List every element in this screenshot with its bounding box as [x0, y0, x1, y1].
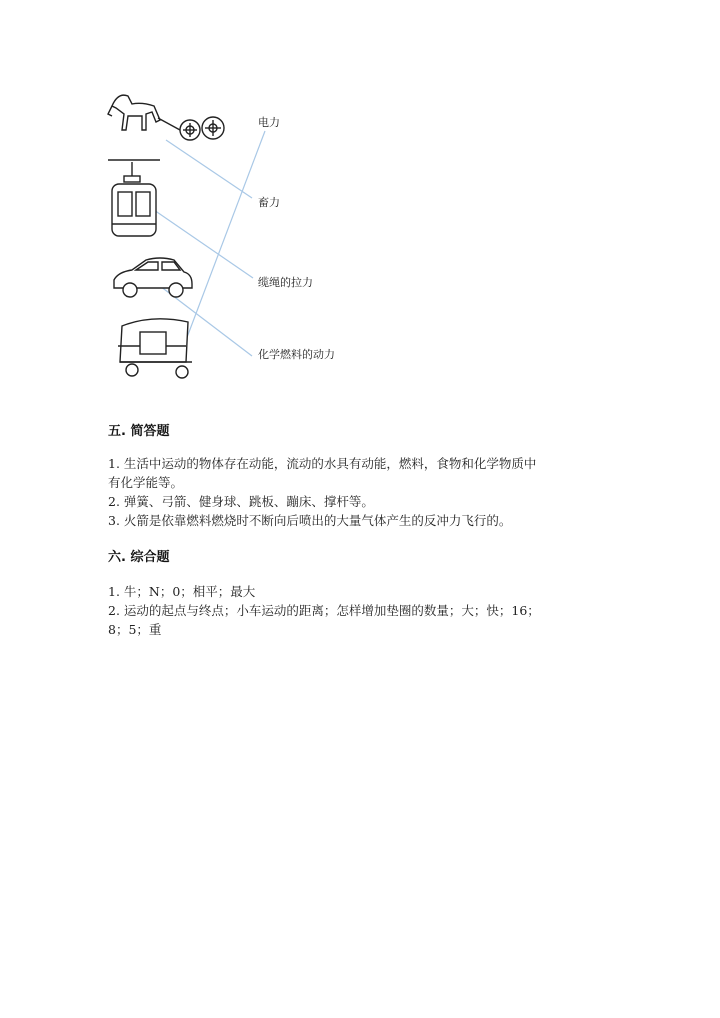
- car-icon: [114, 258, 192, 297]
- section6-line-3: 8；5；重: [108, 622, 162, 637]
- label-animal-power: 畜力: [258, 196, 280, 209]
- section6-title: 六. 综合题: [108, 550, 170, 565]
- section5-line-1: 1. 生活中运动的物体存在动能，流动的水具有动能，燃料，食物和化学物质中: [108, 456, 537, 471]
- section5-line-3: 2. 弹簧、弓箭、健身球、跳板、蹦床、撑杆等。: [108, 494, 374, 509]
- label-cable-pull: 缆绳的拉力: [258, 276, 313, 289]
- electric-tricycle-icon: [118, 319, 192, 378]
- label-electricity: 电力: [258, 116, 280, 129]
- section6-line-1: 1. 牛；N；0；相平；最大: [108, 584, 256, 599]
- match-line-horse: [166, 140, 252, 198]
- section5-line-4: 3. 火箭是依靠燃料燃烧时不断向后喷出的大量气体产生的反冲力飞行的。: [108, 513, 512, 528]
- matching-svg: [100, 78, 360, 388]
- section5-line-2: 有化学能等。: [108, 475, 184, 490]
- cable-car-icon: [108, 160, 160, 236]
- horse-cart-icon: [108, 95, 224, 140]
- label-chemical-fuel: 化学燃料的动力: [258, 348, 335, 361]
- matching-figure: [100, 78, 360, 388]
- section6-line-2: 2. 运动的起点与终点；小车运动的距离；怎样增加垫圈的数量；大；快；16；: [108, 603, 540, 618]
- section5-title: 五. 简答题: [108, 424, 170, 439]
- match-line-tricycle: [186, 131, 265, 340]
